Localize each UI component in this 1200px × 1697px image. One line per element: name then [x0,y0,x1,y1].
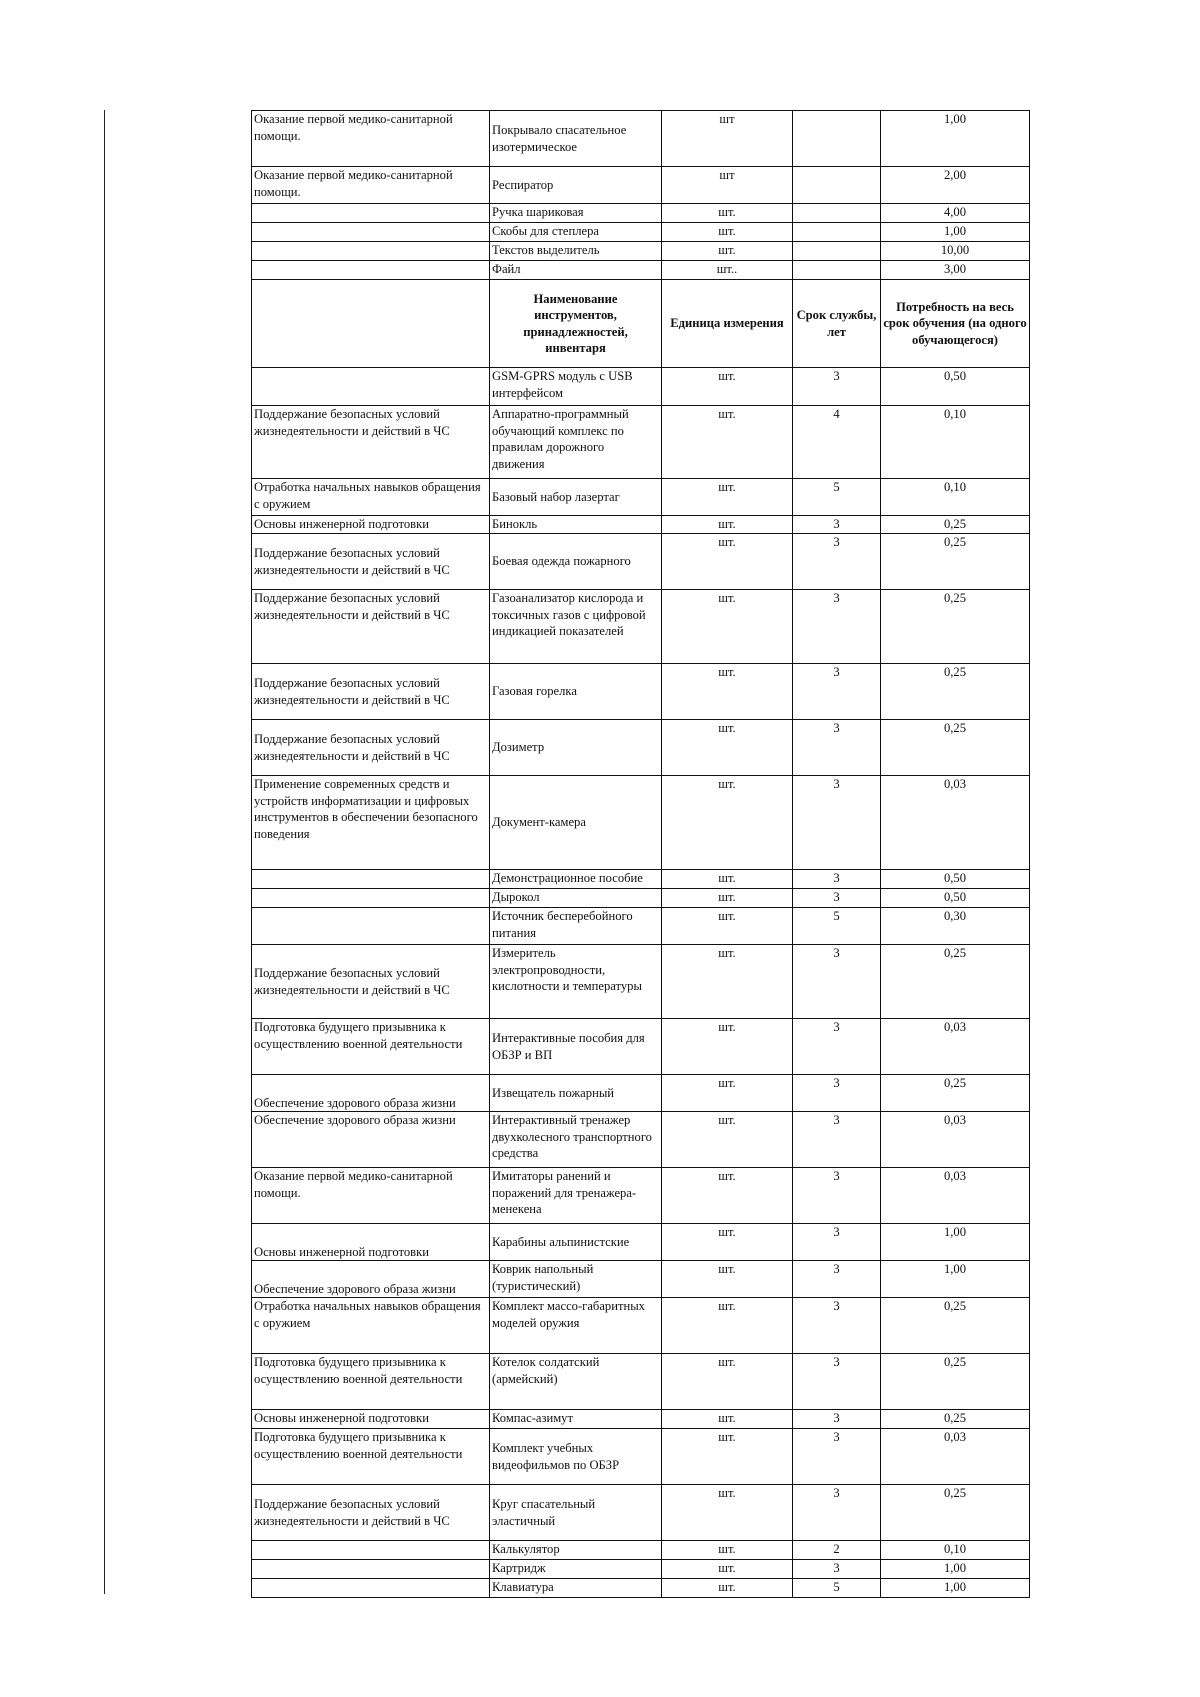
item-name-cell: Документ-камера [490,776,662,870]
unit-cell: шт. [662,590,793,664]
need-cell: 0,25 [881,664,1030,720]
table-row [252,479,1030,516]
need-cell: 0,03 [881,776,1030,870]
unit-cell: шт. [662,242,793,261]
need-cell: 3,00 [881,261,1030,280]
service-life-cell: 3 [793,1075,881,1112]
item-name-cell: Коврик напольный (туристический) [490,1261,662,1298]
section-cell: Оказание первой медико-санитарной помощи. [252,167,490,204]
service-life-cell: 3 [793,1019,881,1075]
table-row [252,1579,1030,1598]
service-life-cell [793,223,881,242]
need-cell: 1,00 [881,1560,1030,1579]
unit-cell: шт. [662,1298,793,1354]
unit-cell: шт. [662,1075,793,1112]
need-cell: 0,25 [881,1485,1030,1541]
unit-cell: шт. [662,204,793,223]
unit-cell: шт. [662,479,793,516]
section-cell: Основы инженерной подготовки [252,516,490,534]
service-life-cell: 3 [793,516,881,534]
section-cell [252,1541,490,1560]
section-cell: Подготовка будущего призывника к осуществлению военной деятельности [252,1354,490,1410]
need-cell: 1,00 [881,1224,1030,1261]
section-cell: Оказание первой медико-санитарной помощи. [252,1168,490,1224]
service-life-cell: 3 [793,1261,881,1298]
service-life-cell: 3 [793,945,881,1019]
section-cell: Отработка начальных навыков обращения с оружием [252,479,490,516]
table-row [252,516,1030,534]
table-row [252,1560,1030,1579]
section-cell: Поддержание безопасных условий жизнедеятельности и действий в ЧС [252,945,490,1019]
unit-cell: шт [662,111,793,167]
unit-cell: шт. [662,889,793,908]
unit-cell: шт. [662,1541,793,1560]
table-row [252,870,1030,889]
need-cell: 0,50 [881,870,1030,889]
section-cell: Обеспечение здорового образа жизни [252,1075,490,1112]
need-cell: 0,25 [881,1354,1030,1410]
item-name-cell: Измеритель электропроводности, кислотности и температуры [490,945,662,1019]
section-cell: Поддержание безопасных условий жизнедеятельности и действий в ЧС [252,664,490,720]
section-cell: Оказание первой медико-санитарной помощи. [252,111,490,167]
table-row [252,1224,1030,1261]
need-cell: 0,25 [881,1410,1030,1429]
need-cell: 0,50 [881,368,1030,406]
unit-cell: шт. [662,1261,793,1298]
section-cell [252,1579,490,1598]
unit-cell: шт. [662,776,793,870]
section-cell: Подготовка будущего призывника к осуществлению военной деятельности [252,1019,490,1075]
service-life-cell: 2 [793,1541,881,1560]
service-life-cell: 3 [793,1354,881,1410]
table-row [252,534,1030,590]
service-life-cell: 3 [793,1429,881,1485]
item-name-cell: Карабины альпинистские [490,1224,662,1261]
table-row [252,720,1030,776]
service-life-cell: 3 [793,664,881,720]
section-cell: Обеспечение здорового образа жизни [252,1112,490,1168]
table-row [252,1485,1030,1541]
item-name-cell: Демонстрационное пособие [490,870,662,889]
section-cell: Поддержание безопасных условий жизнедеятельности и действий в ЧС [252,590,490,664]
section-cell: Применение современных средств и устройств информатизации и цифровых инструментов в обеспечении безопасного поведения [252,776,490,870]
need-cell: 1,00 [881,223,1030,242]
section-cell [252,261,490,280]
need-cell: 0,25 [881,720,1030,776]
service-life-cell: 3 [793,590,881,664]
unit-cell: шт. [662,945,793,1019]
table-row [252,776,1030,870]
unit-cell: шт. [662,1168,793,1224]
item-name-cell: Источник бесперебойного питания [490,908,662,945]
unit-cell: шт. [662,870,793,889]
item-name-cell: Комплект массо-габаритных моделей оружия [490,1298,662,1354]
item-name-cell: Боевая одежда пожарного [490,534,662,590]
service-life-cell: 5 [793,479,881,516]
service-life-cell: 3 [793,776,881,870]
item-name-cell: Бинокль [490,516,662,534]
unit-cell: шт. [662,516,793,534]
column-header-name: Наименование инструментов, принадлежностей, инвентаря [490,280,662,368]
need-cell: 0,25 [881,590,1030,664]
item-name-cell: Имитаторы ранений и поражений для тренажера-менекена [490,1168,662,1224]
table-row [252,204,1030,223]
item-name-cell: Респиратор [490,167,662,204]
unit-cell: шт. [662,664,793,720]
table-row [252,167,1030,204]
item-name-cell: Извещатель пожарный [490,1075,662,1112]
item-name-cell: Интерактивный тренажер двухколесного транспортного средства [490,1112,662,1168]
table-row [252,406,1030,479]
table-header-row [252,280,1030,368]
need-cell: 1,00 [881,111,1030,167]
item-name-cell: Файл [490,261,662,280]
need-cell: 0,03 [881,1112,1030,1168]
table-row [252,223,1030,242]
unit-cell: шт. [662,223,793,242]
item-name-cell: Компас-азимут [490,1410,662,1429]
unit-cell: шт. [662,908,793,945]
unit-cell: шт. [662,1560,793,1579]
table-row [252,1429,1030,1485]
item-name-cell: Картридж [490,1560,662,1579]
item-name-cell: Ручка шариковая [490,204,662,223]
table-row [252,111,1030,167]
service-life-cell: 3 [793,1485,881,1541]
section-cell [252,368,490,406]
section-cell: Подготовка будущего призывника к осуществлению военной деятельности [252,1429,490,1485]
unit-cell: шт. [662,534,793,590]
service-life-cell [793,167,881,204]
page-margin-line [104,110,105,1594]
need-cell: 2,00 [881,167,1030,204]
unit-cell: шт. [662,1485,793,1541]
table-row [252,1261,1030,1298]
need-cell: 0,03 [881,1168,1030,1224]
section-cell [252,242,490,261]
need-cell: 0,10 [881,406,1030,479]
unit-cell: шт. [662,406,793,479]
table-row [252,242,1030,261]
table-row [252,1410,1030,1429]
need-cell: 0,25 [881,516,1030,534]
item-name-cell: Дырокол [490,889,662,908]
need-cell: 0,25 [881,1075,1030,1112]
table-row [252,908,1030,945]
item-name-cell: Дозиметр [490,720,662,776]
need-cell: 0,25 [881,1298,1030,1354]
unit-cell: шт.. [662,261,793,280]
service-life-cell: 3 [793,1112,881,1168]
column-header-service-life: Срок службы, лет [793,280,881,368]
section-cell: Поддержание безопасных условий жизнедеятельности и действий в ЧС [252,406,490,479]
service-life-cell: 3 [793,534,881,590]
service-life-cell: 3 [793,889,881,908]
section-cell: Основы инженерной подготовки [252,1224,490,1261]
item-name-cell: Калькулятор [490,1541,662,1560]
service-life-cell [793,261,881,280]
column-header-need: Потребность на весь срок обучения (на одного обучающегося) [881,280,1030,368]
service-life-cell: 3 [793,1224,881,1261]
item-name-cell: Скобы для степлера [490,223,662,242]
section-cell [252,889,490,908]
service-life-cell [793,204,881,223]
unit-cell: шт. [662,1410,793,1429]
table-row [252,1075,1030,1112]
item-name-cell: Котелок солдатский (армейский) [490,1354,662,1410]
table-row [252,1354,1030,1410]
service-life-cell: 5 [793,1579,881,1598]
unit-cell: шт. [662,1224,793,1261]
section-cell [252,204,490,223]
unit-cell: шт. [662,1354,793,1410]
service-life-cell: 5 [793,908,881,945]
need-cell: 0,25 [881,945,1030,1019]
section-cell: Поддержание безопасных условий жизнедеятельности и действий в ЧС [252,1485,490,1541]
service-life-cell: 3 [793,368,881,406]
section-cell [252,908,490,945]
item-name-cell: Газоанализатор кислорода и токсичных газов с цифровой индикацией показателей [490,590,662,664]
table-row [252,590,1030,664]
item-name-cell: Текстов выделитель [490,242,662,261]
section-cell: Обеспечение здорового образа жизни [252,1261,490,1298]
unit-cell: шт. [662,1019,793,1075]
section-cell: Отработка начальных навыков обращения с оружием [252,1298,490,1354]
item-name-cell: Покрывало спасательное изотермическое [490,111,662,167]
service-life-cell: 3 [793,1168,881,1224]
unit-cell: шт [662,167,793,204]
section-cell [252,870,490,889]
section-cell [252,223,490,242]
need-cell: 0,03 [881,1429,1030,1485]
table-row [252,889,1030,908]
service-life-cell: 3 [793,1298,881,1354]
unit-cell: шт. [662,368,793,406]
section-cell [252,280,490,368]
column-header-unit: Единица измерения [662,280,793,368]
unit-cell: шт. [662,1429,793,1485]
table-row [252,1298,1030,1354]
need-cell: 0,50 [881,889,1030,908]
need-cell: 1,00 [881,1579,1030,1598]
unit-cell: шт. [662,720,793,776]
need-cell: 0,10 [881,479,1030,516]
need-cell: 10,00 [881,242,1030,261]
item-name-cell: Клавиатура [490,1579,662,1598]
table-row [252,664,1030,720]
service-life-cell: 3 [793,1410,881,1429]
need-cell: 4,00 [881,204,1030,223]
table-row [252,945,1030,1019]
equipment-table-container [251,110,1029,1598]
table-row [252,1019,1030,1075]
need-cell: 0,03 [881,1019,1030,1075]
service-life-cell: 3 [793,1560,881,1579]
need-cell: 0,30 [881,908,1030,945]
service-life-cell [793,242,881,261]
item-name-cell: Комплект учебных видеофильмов по ОБЗР [490,1429,662,1485]
item-name-cell: Аппаратно-программный обучающий комплекс по правилам дорожного движения [490,406,662,479]
section-cell: Поддержание безопасных условий жизнедеятельности и действий в ЧС [252,534,490,590]
item-name-cell: Круг спасательный эластичный [490,1485,662,1541]
section-cell [252,1560,490,1579]
item-name-cell: GSM-GPRS модуль с USB интерфейсом [490,368,662,406]
table-row [252,368,1030,406]
item-name-cell: Интерактивные пособия для ОБЗР и ВП [490,1019,662,1075]
table-row [252,1541,1030,1560]
table-row [252,1168,1030,1224]
service-life-cell: 3 [793,870,881,889]
service-life-cell: 3 [793,720,881,776]
unit-cell: шт. [662,1579,793,1598]
section-cell: Основы инженерной подготовки [252,1410,490,1429]
need-cell: 0,10 [881,1541,1030,1560]
equipment-table [251,110,1030,1598]
need-cell: 0,25 [881,534,1030,590]
table-row [252,1112,1030,1168]
need-cell: 1,00 [881,1261,1030,1298]
table-row [252,261,1030,280]
service-life-cell: 4 [793,406,881,479]
unit-cell: шт. [662,1112,793,1168]
item-name-cell: Базовый набор лазертаг [490,479,662,516]
section-cell: Поддержание безопасных условий жизнедеятельности и действий в ЧС [252,720,490,776]
service-life-cell [793,111,881,167]
item-name-cell: Газовая горелка [490,664,662,720]
